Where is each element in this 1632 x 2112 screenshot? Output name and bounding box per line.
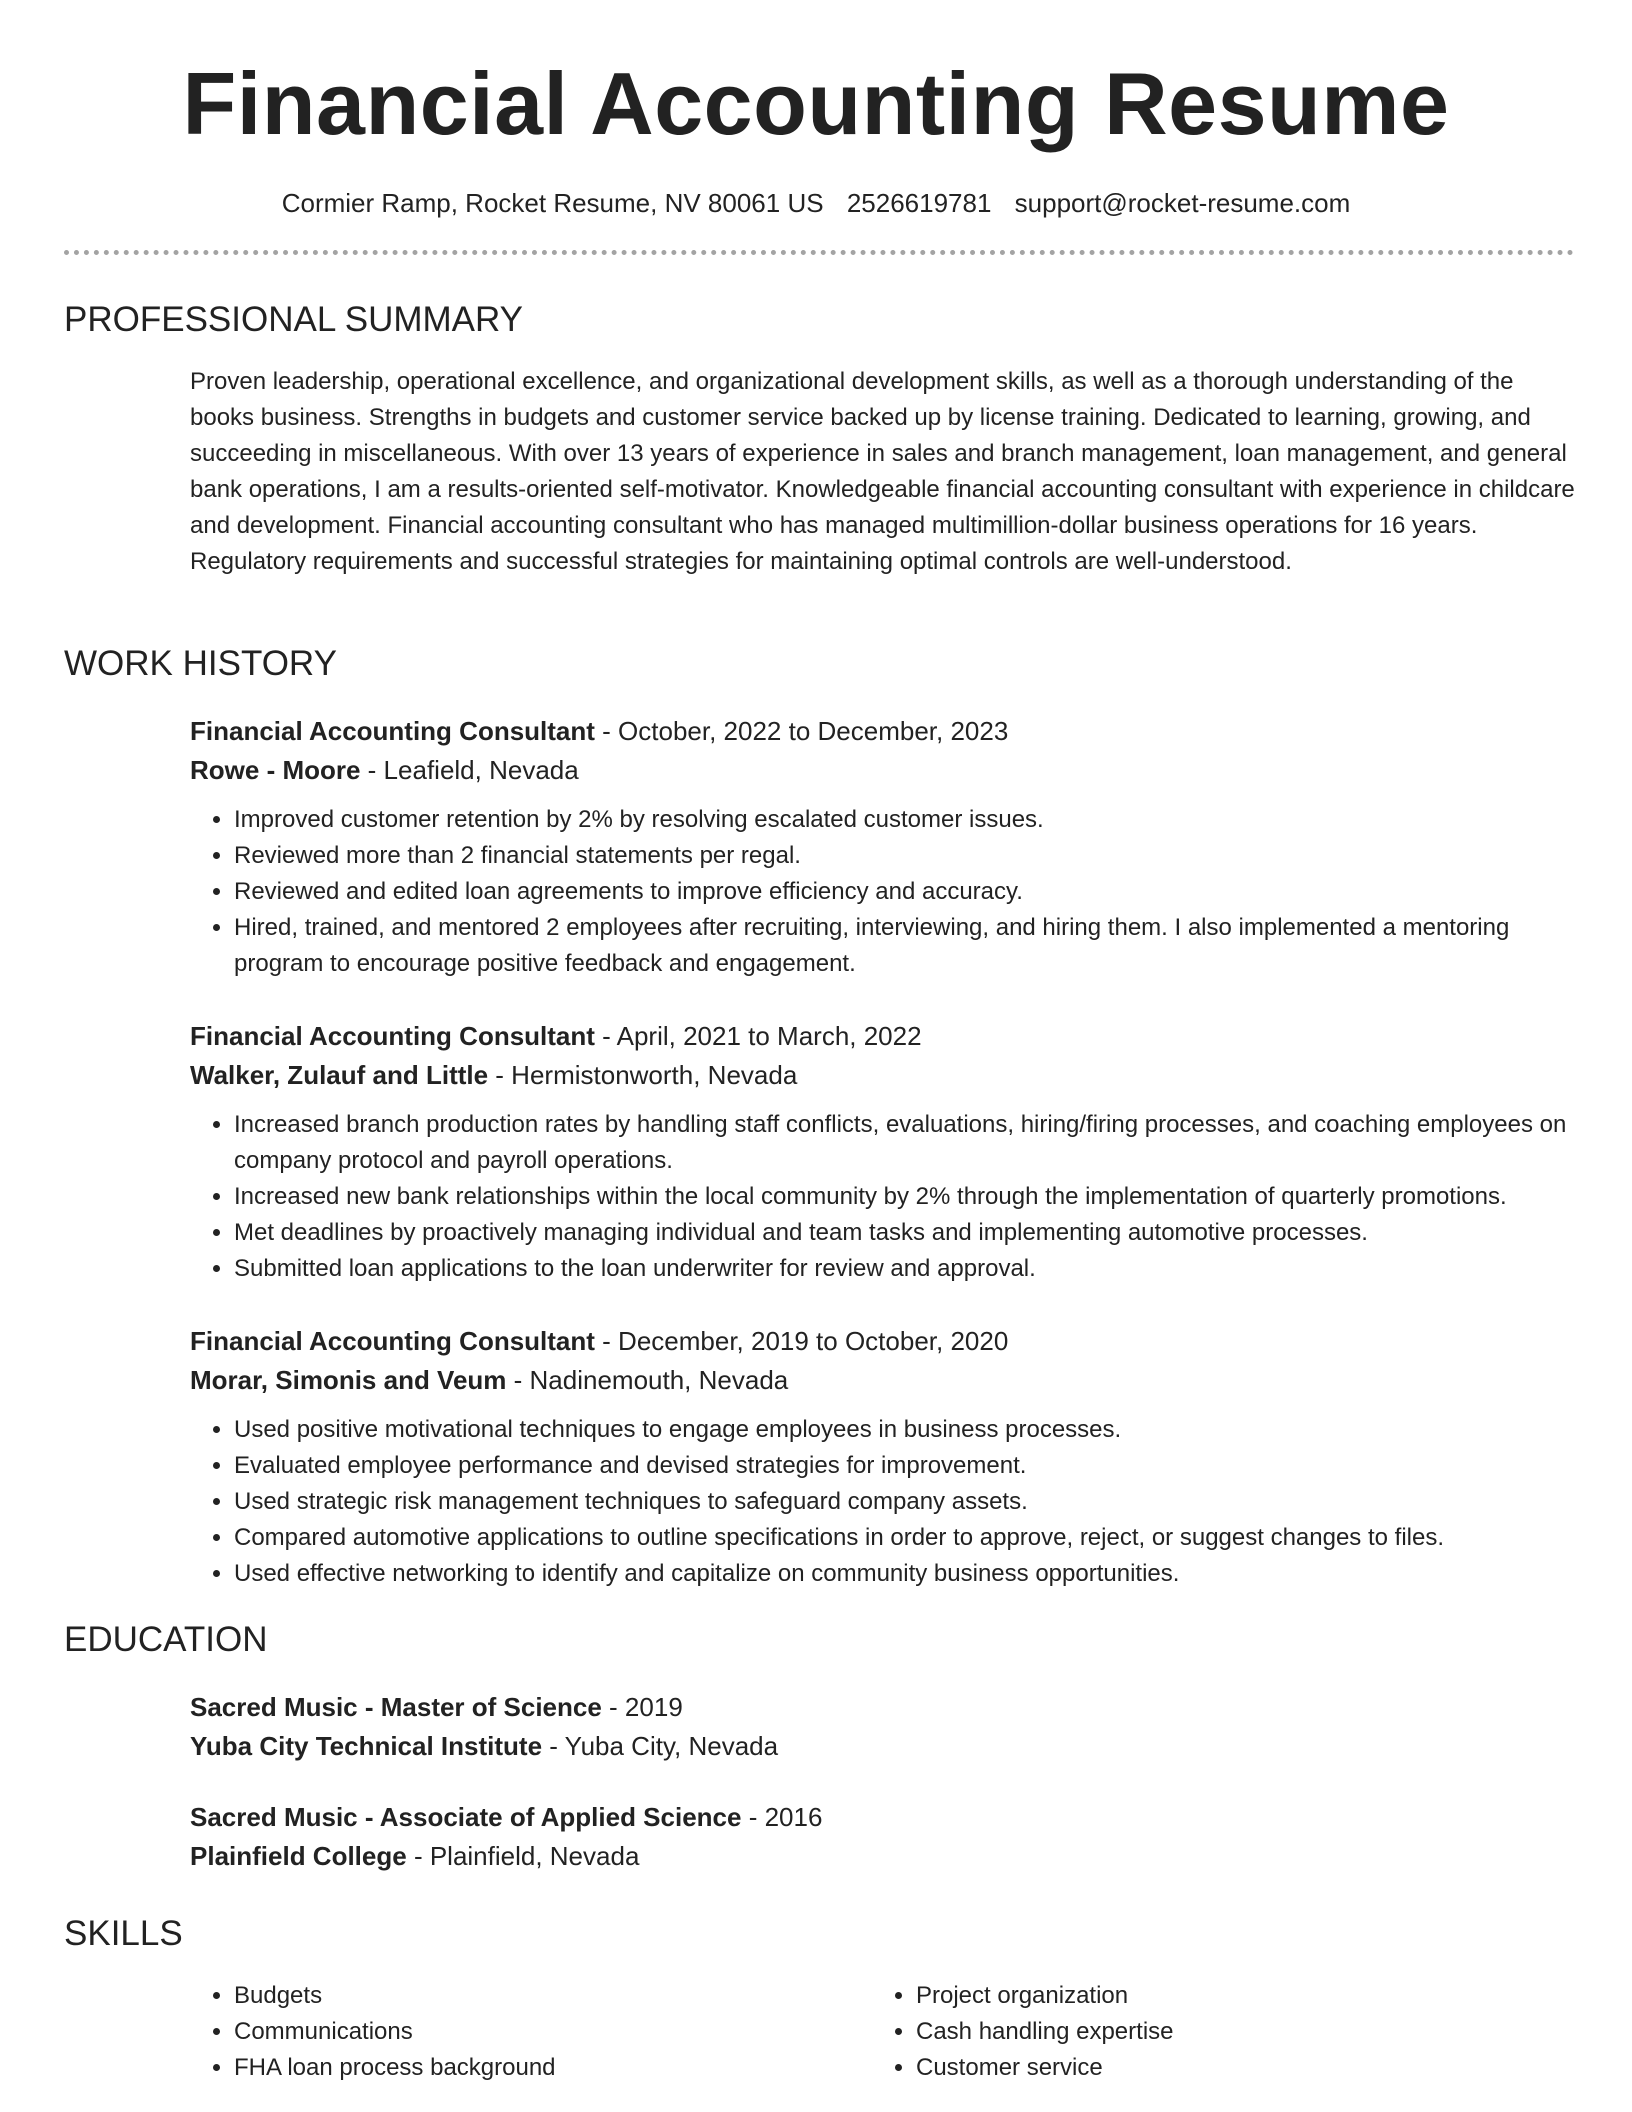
education-degree: Sacred Music - Master of Science [190,1692,602,1722]
education-heading: EDUCATION [64,1620,268,1659]
job-title: Financial Accounting Consultant [190,1021,595,1051]
job-dates: - December, 2019 to October, 2020 [594,1326,1009,1356]
skill-item: • Budgets [234,1978,834,2014]
resume-title: Financial Accounting Resume [182,54,1450,153]
education-degree-line [190,1798,1575,1837]
contact-phone: 2526619781 [846,188,992,218]
summary-heading: PROFESSIONAL SUMMARY [64,300,523,339]
education-school-line [190,1837,1575,1876]
job-bullet: • Increased new bank relationships within the local community by 2% through the implementation of quarterly promotions. [234,1179,1575,1215]
education-entry [190,1798,1575,1876]
job-bullets [190,1412,1575,1592]
job-entry [190,1322,1575,1592]
job-dates: - April, 2021 to March, 2022 [594,1021,922,1051]
job-bullet: • Evaluated employee performance and devised strategies for improvement. [234,1448,1575,1484]
education-degree: Sacred Music - Associate of Applied Science [190,1802,742,1832]
job-bullet: • Reviewed and edited loan agreements to improve efficiency and accuracy. [234,874,1575,910]
job-bullet: • Used positive motivational techniques to engage employees in business processes. [234,1412,1575,1448]
education-school-line [190,1727,1575,1766]
job-bullet: • Submitted loan applications to the loan underwriter for review and approval. [234,1251,1575,1287]
resume-header [0,52,1632,220]
skill-item: • Cash handling expertise [916,2014,1516,2050]
job-bullet: • Hired, trained, and mentored 2 employees after recruiting, interviewing, and hiring them. I also implemented a mentoring program to encourage positive feedback and engagement. [234,910,1575,982]
skill-item: • Project organization [916,1978,1516,2014]
job-bullet: • Compared automotive applications to outline specifications in order to approve, reject, or suggest changes to files. [234,1520,1575,1556]
contact-address: Cormier Ramp, Rocket Resume, NV 80061 US [281,188,824,218]
job-location: - Leafield, Nevada [360,755,579,785]
skill-item: • Communications [234,2014,834,2050]
job-company: Walker, Zulauf and Little [190,1060,489,1090]
job-company: Rowe - Moore [190,755,361,785]
job-company: Morar, Simonis and Veum [190,1365,507,1395]
job-title-line [190,1017,1575,1056]
job-location: - Nadinemouth, Nevada [506,1365,789,1395]
header-divider [64,250,1574,255]
job-entry [190,1017,1575,1287]
job-bullet: • Used strategic risk management techniques to safeguard company assets. [234,1484,1575,1520]
job-bullet: • Met deadlines by proactively managing individual and team tasks and implementing automotive processes. [234,1215,1575,1251]
education-location: - Plainfield, Nevada [406,1841,640,1871]
job-bullet: • Improved customer retention by 2% by resolving escalated customer issues. [234,802,1575,838]
education-entry [190,1688,1575,1766]
job-title: Financial Accounting Consultant [190,1326,595,1356]
job-company-line [190,1361,1575,1400]
job-bullet: • Increased branch production rates by handling staff conflicts, evaluations, hiring/firing processes, and coaching employees on company protocol and payroll operations. [234,1107,1575,1179]
skill-item: • FHA loan process background [234,2050,834,2086]
job-bullet: • Used effective networking to identify and capitalize on community business opportunities. [234,1556,1575,1592]
job-title: Financial Accounting Consultant [190,716,595,746]
work-history-heading: WORK HISTORY [64,644,337,683]
education-year: - 2019 [601,1692,683,1722]
job-dates: - October, 2022 to December, 2023 [594,716,1009,746]
contact-email: support@rocket-resume.com [1014,188,1351,218]
summary-text: Proven leadership, operational excellence, and organizational development skills, as well as a thorough understanding of the books business. Strengths in budgets and customer service backed up by license training. Dedicated to learning, growing, and succeeding in miscellaneous. With over 13 years of experience in sales and branch management, loan management, and general bank operations, I am a results-oriented self-motivator. Knowledgeable financial accounting consultant with experience in childcare and development. Financial accounting consultant who has managed multimillion-dollar business operations for 16 years. Regulatory requirements and successful strategies for maintaining optimal controls are well-understood. [190,368,1575,575]
skills-column-left [190,1978,834,2086]
contact-line [0,186,1632,220]
skill-item: • Customer service [916,2050,1516,2086]
skills-column-right [872,1978,1516,2086]
job-company-line [190,751,1575,790]
summary-section [190,364,1575,580]
skills-heading: SKILLS [64,1914,183,1953]
job-bullets [190,802,1575,982]
education-school: Plainfield College [190,1841,407,1871]
job-bullets [190,1107,1575,1287]
education-year: - 2016 [741,1802,823,1832]
job-company-line [190,1056,1575,1095]
education-school: Yuba City Technical Institute [190,1731,543,1761]
education-degree-line [190,1688,1575,1727]
job-title-line [190,712,1575,751]
job-title-line [190,1322,1575,1361]
job-entry [190,712,1575,982]
job-location: - Hermistonworth, Nevada [488,1060,798,1090]
education-location: - Yuba City, Nevada [542,1731,779,1761]
job-bullet: • Reviewed more than 2 financial statements per regal. [234,838,1575,874]
